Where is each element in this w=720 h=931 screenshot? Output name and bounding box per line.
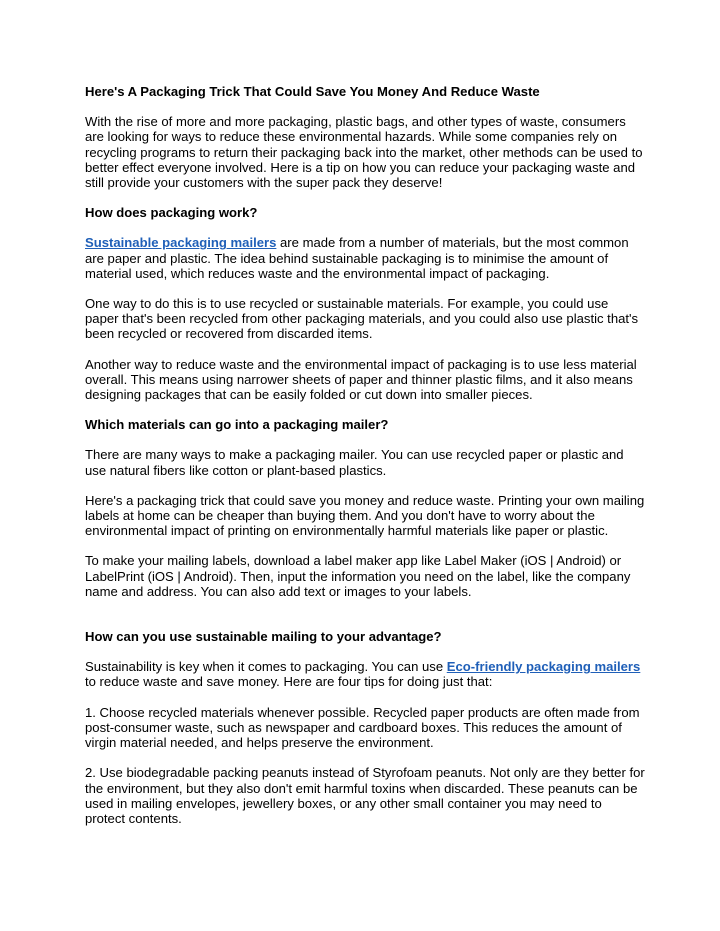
sustainable-packaging-mailers-link[interactable]: Sustainable packaging mailers xyxy=(85,235,277,251)
paragraph-ways-to-make: There are many ways to make a packaging mailer. You can use recycled paper or plastic and use natural fibers like cotton or plant-based plastics. xyxy=(85,447,624,478)
tip-item-2: 2. Use biodegradable packing peanuts instead of Styrofoam peanuts. Not only are they better for the environment, but they also don't emit harmful toxins when discarded. These peanuts can be used in mailing envelopes, jewellery boxes, or any other small container you may need to protect contents. xyxy=(85,765,645,826)
document-page xyxy=(85,84,645,826)
paragraph-less-material: Another way to reduce waste and the environmental impact of packaging is to use less material overall. This means using narrower sheets of paper and thinner plastic films, and it also means designing packages that can be easily folded or cut down into smaller pieces. xyxy=(85,356,637,403)
paragraph-text: are made from a number of materials, but the most common are paper and plastic. The idea behind sustainable packaging is to minimise the amount of material used, which reduces waste and the environmental impact of packaging. xyxy=(85,235,629,281)
paragraph-sustainable-mailers xyxy=(85,235,645,281)
paragraph-recycled-materials: One way to do this is to use recycled or sustainable materials. For example, you could use paper that's been recycled from other packaging materials, and you could also use plastic that's been recycled or recovered from discarded items. xyxy=(85,296,639,342)
section-heading-materials: Which materials can go into a packaging mailer? xyxy=(85,417,389,433)
paragraph-text: Sustainability is key when it comes to packaging. You can use xyxy=(85,659,447,675)
section-heading-packaging-work: How does packaging work? xyxy=(85,205,258,221)
paragraph-packaging-trick: Here's a packaging trick that could save you money and reduce waste. Printing your own mailing labels at home can be cheaper than buying them. And you don't have to worry about the environmental impact of printing on environmentally harmful materials like paper or plastic. xyxy=(85,492,645,539)
intro-paragraph: With the rise of more and more packaging, plastic bags, and other types of waste, consumers are looking for ways to reduce these environmental hazards. While some companies rely on recycling programs to return their packaging back into the market, other methods can be used to better effect everyone involved. Here is a tip on how you can reduce your packaging waste and still provide your customers with the super pack they deserve! xyxy=(85,114,643,191)
document-title: Here's A Packaging Trick That Could Save You Money And Reduce Waste xyxy=(85,84,540,99)
paragraph-text: to reduce waste and save money. Here are four tips for doing just that: xyxy=(85,674,493,690)
eco-friendly-packaging-mailers-link[interactable]: Eco-friendly packaging mailers xyxy=(446,659,641,675)
tip-item-1: 1. Choose recycled materials whenever possible. Recycled paper products are often made from post-consumer waste, such as newspaper and cardboard boxes. This reduces the amount of virgin material needed, and helps preserve the environment. xyxy=(85,704,640,751)
section-heading-sustainable-mailing: How can you use sustainable mailing to your advantage? xyxy=(85,629,442,645)
paragraph-sustainability-key xyxy=(85,659,645,689)
paragraph-label-maker: To make your mailing labels, download a label maker app like Label Maker (iOS | Android) or LabelPrint (iOS | Android). Then, input the information you need on the label, like the company name and address. You can also add text or images to your labels. xyxy=(85,553,631,599)
